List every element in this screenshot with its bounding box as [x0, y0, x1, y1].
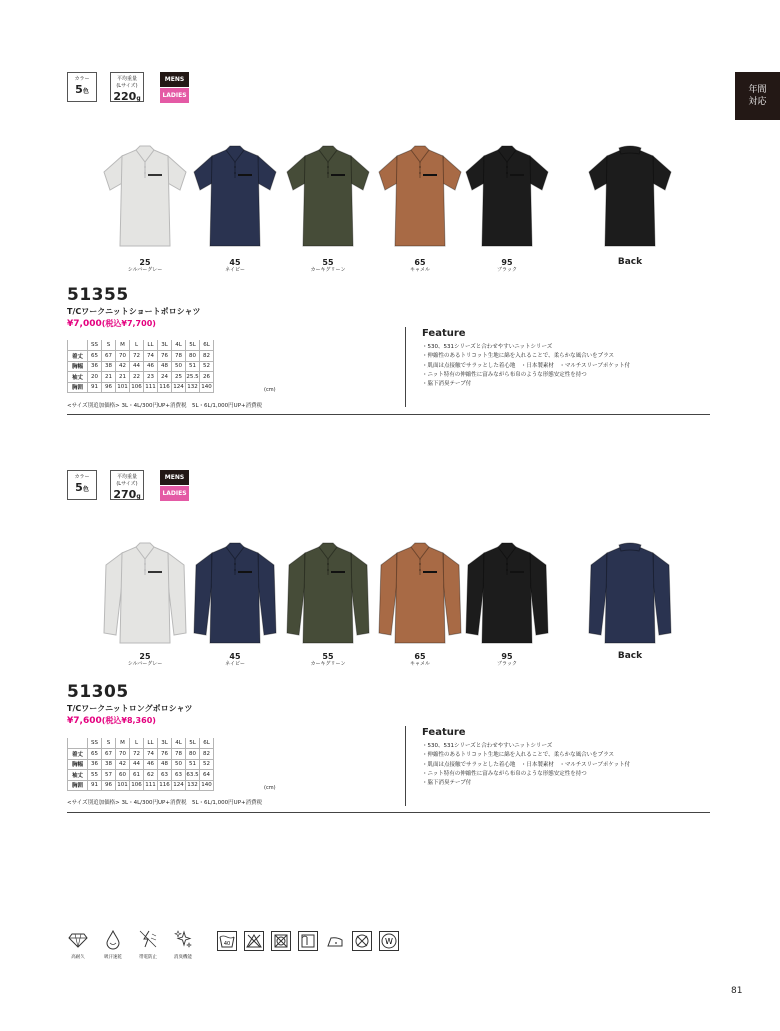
feature-item: ・脇下消臭テープ付	[422, 381, 472, 388]
table-cell: 116	[158, 780, 172, 791]
row-label: 袖丈	[68, 770, 88, 781]
table-cell: 76	[158, 749, 172, 760]
table-cell: 132	[186, 780, 200, 791]
function-label: 高耐久	[71, 955, 85, 960]
shirt-image-25	[100, 138, 190, 254]
table-cell: 52	[200, 759, 214, 770]
product-name: T/Cワークニットロングポロシャツ	[67, 704, 193, 713]
wash-temp: 40	[223, 941, 231, 947]
table-cell: 101	[116, 382, 130, 393]
size-price-note: <サイズ別追加価格> 3L・4L/300円UP+消費税 5L・6L/1,000円UP+消費税	[67, 403, 263, 409]
row-label: 袖丈	[68, 372, 88, 383]
table-cell: 51	[186, 759, 200, 770]
function-label: 吸汗速乾	[104, 955, 122, 960]
table-cell: 96	[102, 780, 116, 791]
table-cell: 82	[200, 351, 214, 362]
swatch-code: 45	[229, 258, 241, 267]
swatch-code: 65	[414, 258, 426, 267]
anti-static-icon	[137, 928, 159, 950]
table-cell: 72	[130, 351, 144, 362]
feature-list	[422, 742, 630, 788]
feature-list	[422, 343, 630, 389]
product-price	[67, 715, 156, 726]
feature-item: ・肌面は点接触でサラッとした着心地 ・日本製素材 ・マルチスリーブポケット付	[422, 761, 631, 768]
swatch-code: 55	[322, 258, 334, 267]
table-row	[68, 770, 214, 781]
swatch-label	[190, 258, 280, 274]
swatch-label	[100, 258, 190, 274]
swatch-label	[190, 652, 280, 668]
table-cell: 82	[200, 749, 214, 760]
table-cell: 62	[144, 770, 158, 781]
function-icons	[67, 928, 194, 960]
table-cell: 38	[102, 759, 116, 770]
color-count-box	[67, 470, 97, 500]
color-count-box	[67, 72, 97, 102]
shirt-image-55	[283, 138, 373, 254]
size-header: S	[102, 738, 116, 749]
function-icon-item	[102, 928, 124, 960]
weight-label: 平均重量	[116, 474, 137, 480]
sweat-drop-icon	[102, 928, 124, 950]
feature-item: ・530、531シリーズと合わせやすいニットシリーズ	[422, 743, 553, 749]
function-icon-item	[137, 928, 159, 960]
size-header: 4L	[172, 738, 186, 749]
size-header: 6L	[200, 340, 214, 351]
shirt-image-55	[283, 535, 373, 651]
table-row	[68, 351, 214, 362]
back-label: Back	[617, 257, 643, 267]
shirt-image-95	[462, 138, 552, 254]
table-cell: 61	[130, 770, 144, 781]
table-cell: 67	[102, 351, 116, 362]
table-cell: 25	[172, 372, 186, 383]
feature-divider	[405, 726, 406, 806]
wet-clean-icon	[379, 931, 399, 951]
table-cell: 48	[158, 361, 172, 372]
feature-item: ・ニット特有の伸縮性に富みながら布帛のような形態安定性を持つ	[422, 770, 587, 777]
size-header: S	[102, 340, 116, 351]
table-cell: 72	[130, 749, 144, 760]
product-price	[67, 318, 156, 329]
size-header: 3L	[158, 340, 172, 351]
feature-item: ・ニット特有の伸縮性に富みながら布帛のような形態安定性を持つ	[422, 371, 587, 378]
row-label: 胸囲	[68, 382, 88, 393]
swatch-label	[462, 652, 552, 668]
table-row	[68, 361, 214, 372]
table-cell: 65	[88, 749, 102, 760]
size-header: LL	[144, 738, 158, 749]
table-cell: 20	[88, 372, 102, 383]
no-tumble-dry-icon	[271, 931, 291, 951]
table-cell: 26	[200, 372, 214, 383]
size-header: L	[130, 340, 144, 351]
table-cell: 36	[88, 759, 102, 770]
table-cell: 21	[116, 372, 130, 383]
color-unit: 色	[82, 486, 89, 493]
weight-label: 平均重量	[116, 76, 137, 82]
price-tax-included: (税込¥7,700)	[101, 319, 156, 328]
swatch-label	[283, 258, 373, 274]
iron-low-icon	[325, 931, 345, 951]
table-cell: 50	[172, 361, 186, 372]
table-cell: 80	[186, 351, 200, 362]
table-row	[68, 759, 214, 770]
ladies-badge: LADIES	[160, 486, 189, 501]
section-divider	[67, 414, 710, 415]
mens-badge: MENS	[160, 72, 189, 87]
size-header: 4L	[172, 340, 186, 351]
table-cell: 63	[158, 770, 172, 781]
table-cell: 42	[116, 361, 130, 372]
table-cell: 57	[102, 770, 116, 781]
table-row	[68, 372, 214, 383]
diamond-icon	[67, 928, 89, 950]
row-label: 着丈	[68, 351, 88, 362]
deodorant-sparkle-icon	[172, 928, 194, 950]
shirt-back-image	[585, 138, 675, 254]
product-model-number: 51305	[67, 682, 129, 702]
feature-item: ・伸縮性のあるトリコット生地に綿を入れることで、柔らかな風合いをプラス	[422, 752, 615, 759]
weight-value: 270	[113, 488, 137, 501]
table-cell: 74	[144, 749, 158, 760]
unit-label: (cm)	[264, 387, 276, 393]
table-cell: 38	[102, 361, 116, 372]
page-number: 81	[731, 986, 743, 996]
size-header: 5L	[186, 738, 200, 749]
mens-badge: MENS	[160, 470, 189, 485]
weight-box	[110, 72, 144, 102]
table-cell: 36	[88, 361, 102, 372]
table-cell: 46	[144, 361, 158, 372]
size-header: L	[130, 738, 144, 749]
table-cell: 25.5	[186, 372, 200, 383]
size-price-note: <サイズ別追加価格> 3L・4L/300円UP+消費税 5L・6L/1,000円UP+消費税	[67, 800, 263, 806]
shirt-image-45	[190, 535, 280, 651]
table-cell: 70	[116, 351, 130, 362]
feature-item: ・肌面は点接触でサラッとした着心地 ・日本製素材 ・マルチスリーブポケット付	[422, 362, 631, 369]
size-header: LL	[144, 340, 158, 351]
feature-item: ・伸縮性のあるトリコット生地に綿を入れることで、柔らかな風合いをプラス	[422, 353, 615, 360]
size-header: 3L	[158, 738, 172, 749]
swatch-label	[462, 258, 552, 274]
table-row	[68, 780, 214, 791]
price-tax-included: (税込¥8,360)	[101, 716, 156, 725]
tab-line-1: 年間	[748, 85, 767, 95]
unit-label: (cm)	[264, 785, 276, 791]
category-tab	[735, 72, 780, 120]
no-bleach-icon	[244, 931, 264, 951]
table-corner	[68, 340, 88, 351]
row-label: 着丈	[68, 749, 88, 760]
price-value: ¥7,000	[67, 319, 102, 329]
shirt-image-45	[190, 138, 280, 254]
tab-line-2: 対応	[748, 97, 767, 107]
color-label: カラー	[74, 76, 90, 82]
function-icon-item	[172, 928, 194, 960]
swatch-code: 25	[139, 652, 151, 661]
ladies-badge: LADIES	[160, 88, 189, 103]
feature-divider	[405, 327, 406, 407]
table-cell: 140	[200, 382, 214, 393]
table-cell: 76	[158, 351, 172, 362]
table-cell: 78	[172, 351, 186, 362]
swatch-label	[283, 652, 373, 668]
table-cell: 124	[172, 382, 186, 393]
weight-value: 220	[113, 90, 137, 103]
table-cell: 64	[200, 770, 214, 781]
size-table	[67, 340, 214, 393]
back-label: Back	[617, 651, 643, 661]
swatch-code: 25	[139, 258, 151, 267]
shirt-image-65	[375, 535, 465, 651]
table-cell: 91	[88, 780, 102, 791]
swatch-name: キャメル	[409, 267, 430, 273]
swatch-name: ブラック	[497, 661, 517, 667]
table-cell: 65	[88, 351, 102, 362]
swatch-name: シルバーグレー	[127, 267, 163, 273]
table-cell: 63.5	[186, 770, 200, 781]
size-header: 5L	[186, 340, 200, 351]
table-cell: 23	[144, 372, 158, 383]
table-cell: 74	[144, 351, 158, 362]
function-label: 帯電防止	[139, 955, 157, 960]
table-cell: 21	[102, 372, 116, 383]
weight-size-label: (Lサイズ)	[116, 481, 138, 487]
swatch-name: シルバーグレー	[127, 661, 163, 667]
table-cell: 67	[102, 749, 116, 760]
feature-title: Feature	[422, 328, 466, 339]
table-row	[68, 382, 214, 393]
shirt-image-65	[375, 138, 465, 254]
table-cell: 22	[130, 372, 144, 383]
swatch-label	[100, 652, 190, 668]
table-cell: 44	[130, 361, 144, 372]
product-model-number: 51355	[67, 285, 129, 305]
swatch-name: ネイビー	[225, 267, 245, 273]
line-dry-icon	[298, 931, 318, 951]
size-table	[67, 738, 214, 791]
table-cell: 132	[186, 382, 200, 393]
feature-item: ・530、531シリーズと合わせやすいニットシリーズ	[422, 344, 553, 350]
swatch-label	[375, 652, 465, 668]
size-header: M	[116, 340, 130, 351]
function-label: 消臭機能	[174, 955, 192, 960]
table-cell: 80	[186, 749, 200, 760]
weight-unit: g	[136, 493, 141, 500]
table-cell: 111	[144, 382, 158, 393]
table-cell: 106	[130, 780, 144, 791]
no-dry-clean-icon	[352, 931, 372, 951]
swatch-name: カーキグリーン	[310, 661, 346, 667]
feature-item: ・脇下消臭テープ付	[422, 780, 472, 787]
table-cell: 78	[172, 749, 186, 760]
table-cell: 50	[172, 759, 186, 770]
size-header: 6L	[200, 738, 214, 749]
shirt-image-95	[462, 535, 552, 651]
swatch-name: キャメル	[409, 661, 430, 667]
swatch-name: ネイビー	[225, 661, 245, 667]
section-divider	[67, 812, 710, 813]
swatch-name: ブラック	[497, 267, 517, 273]
swatch-code: 95	[501, 258, 513, 267]
table-cell: 55	[88, 770, 102, 781]
color-count: 5	[75, 481, 83, 494]
row-label: 胸幅	[68, 361, 88, 372]
row-label: 胸幅	[68, 759, 88, 770]
care-icons	[217, 931, 399, 951]
table-cell: 51	[186, 361, 200, 372]
row-label: 胸囲	[68, 780, 88, 791]
color-count: 5	[75, 83, 83, 96]
color-label: カラー	[74, 474, 90, 480]
table-cell: 116	[158, 382, 172, 393]
color-unit: 色	[82, 88, 89, 95]
price-value: ¥7,600	[67, 716, 102, 726]
feature-title: Feature	[422, 727, 466, 738]
table-cell: 48	[158, 759, 172, 770]
table-cell: 44	[130, 759, 144, 770]
table-cell: 60	[116, 770, 130, 781]
function-icon-item	[67, 928, 89, 960]
table-cell: 140	[200, 780, 214, 791]
table-cell: 70	[116, 749, 130, 760]
weight-unit: g	[136, 95, 141, 102]
weight-size-label: (Lサイズ)	[116, 83, 138, 89]
size-header: SS	[88, 738, 102, 749]
weight-box	[110, 470, 144, 500]
table-cell: 124	[172, 780, 186, 791]
swatch-name: カーキグリーン	[310, 267, 346, 273]
table-cell: 101	[116, 780, 130, 791]
swatch-code: 45	[229, 652, 241, 661]
table-corner	[68, 738, 88, 749]
size-header: M	[116, 738, 130, 749]
table-row	[68, 749, 214, 760]
swatch-code: 65	[414, 652, 426, 661]
table-cell: 96	[102, 382, 116, 393]
size-header: SS	[88, 340, 102, 351]
swatch-code: 95	[501, 652, 513, 661]
wet-clean-letter: W	[385, 937, 393, 946]
swatch-label	[375, 258, 465, 274]
table-cell: 106	[130, 382, 144, 393]
table-cell: 111	[144, 780, 158, 791]
table-cell: 46	[144, 759, 158, 770]
table-cell: 52	[200, 361, 214, 372]
shirt-image-25	[100, 535, 190, 651]
product-name: T/Cワークニットショートポロシャツ	[67, 307, 201, 316]
wash-40-icon	[217, 931, 237, 951]
table-cell: 63	[172, 770, 186, 781]
table-cell: 42	[116, 759, 130, 770]
table-cell: 91	[88, 382, 102, 393]
swatch-code: 55	[322, 652, 334, 661]
shirt-back-image	[585, 535, 675, 651]
table-cell: 24	[158, 372, 172, 383]
